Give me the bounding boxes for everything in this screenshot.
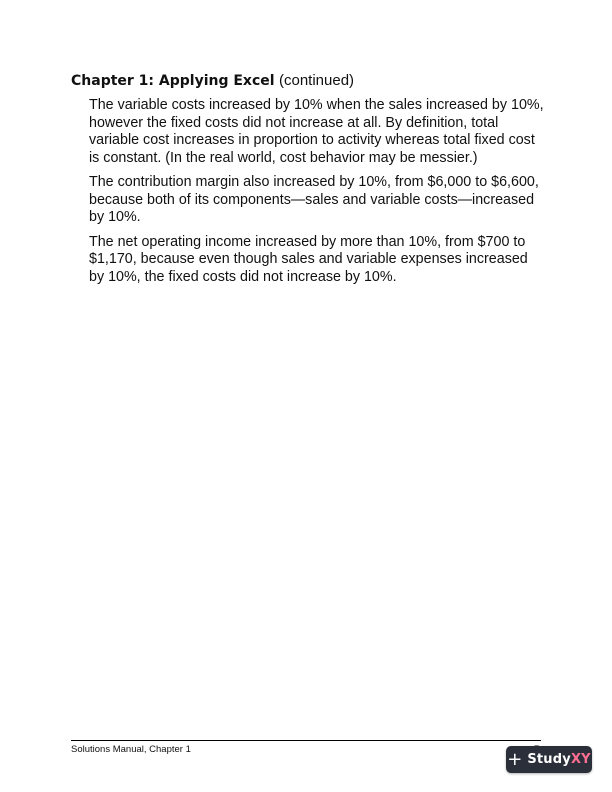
page-heading [71, 72, 354, 90]
body-text [89, 97, 544, 293]
footer-divider [71, 740, 541, 741]
paragraph-variable-costs: The variable costs increased by 10% when the sales increased by 10%, however the fixed costs did not increase at all. By definition, total variable cost increases in proportion to activity whereas total fixed cost is constant. (In the real world, cost behavior may be messier.) [89, 97, 544, 166]
paragraph-contribution-margin: The contribution margin also increased by 10%, from $6,000 to $6,600, because both of its components—sales and variable costs—increased by 10%. [89, 174, 539, 225]
plus-icon: + [507, 749, 523, 770]
brand-name-part1: Study [527, 752, 571, 767]
paragraph-net-operating-income: The net operating income increased by more than 10%, from $700 to $1,170, because even though sales and variable expenses increased by 10%, the fixed costs did not increase by 10%. [89, 233, 528, 285]
chapter-title-suffix: (continued) [279, 72, 355, 89]
footer-label: Solutions Manual, Chapter 1 [71, 744, 191, 755]
brand-name [527, 746, 590, 773]
brand-name-part2: XY [570, 752, 591, 767]
chapter-title: Chapter 1: Applying Excel [71, 73, 275, 89]
studyxy-badge[interactable] [506, 746, 592, 773]
